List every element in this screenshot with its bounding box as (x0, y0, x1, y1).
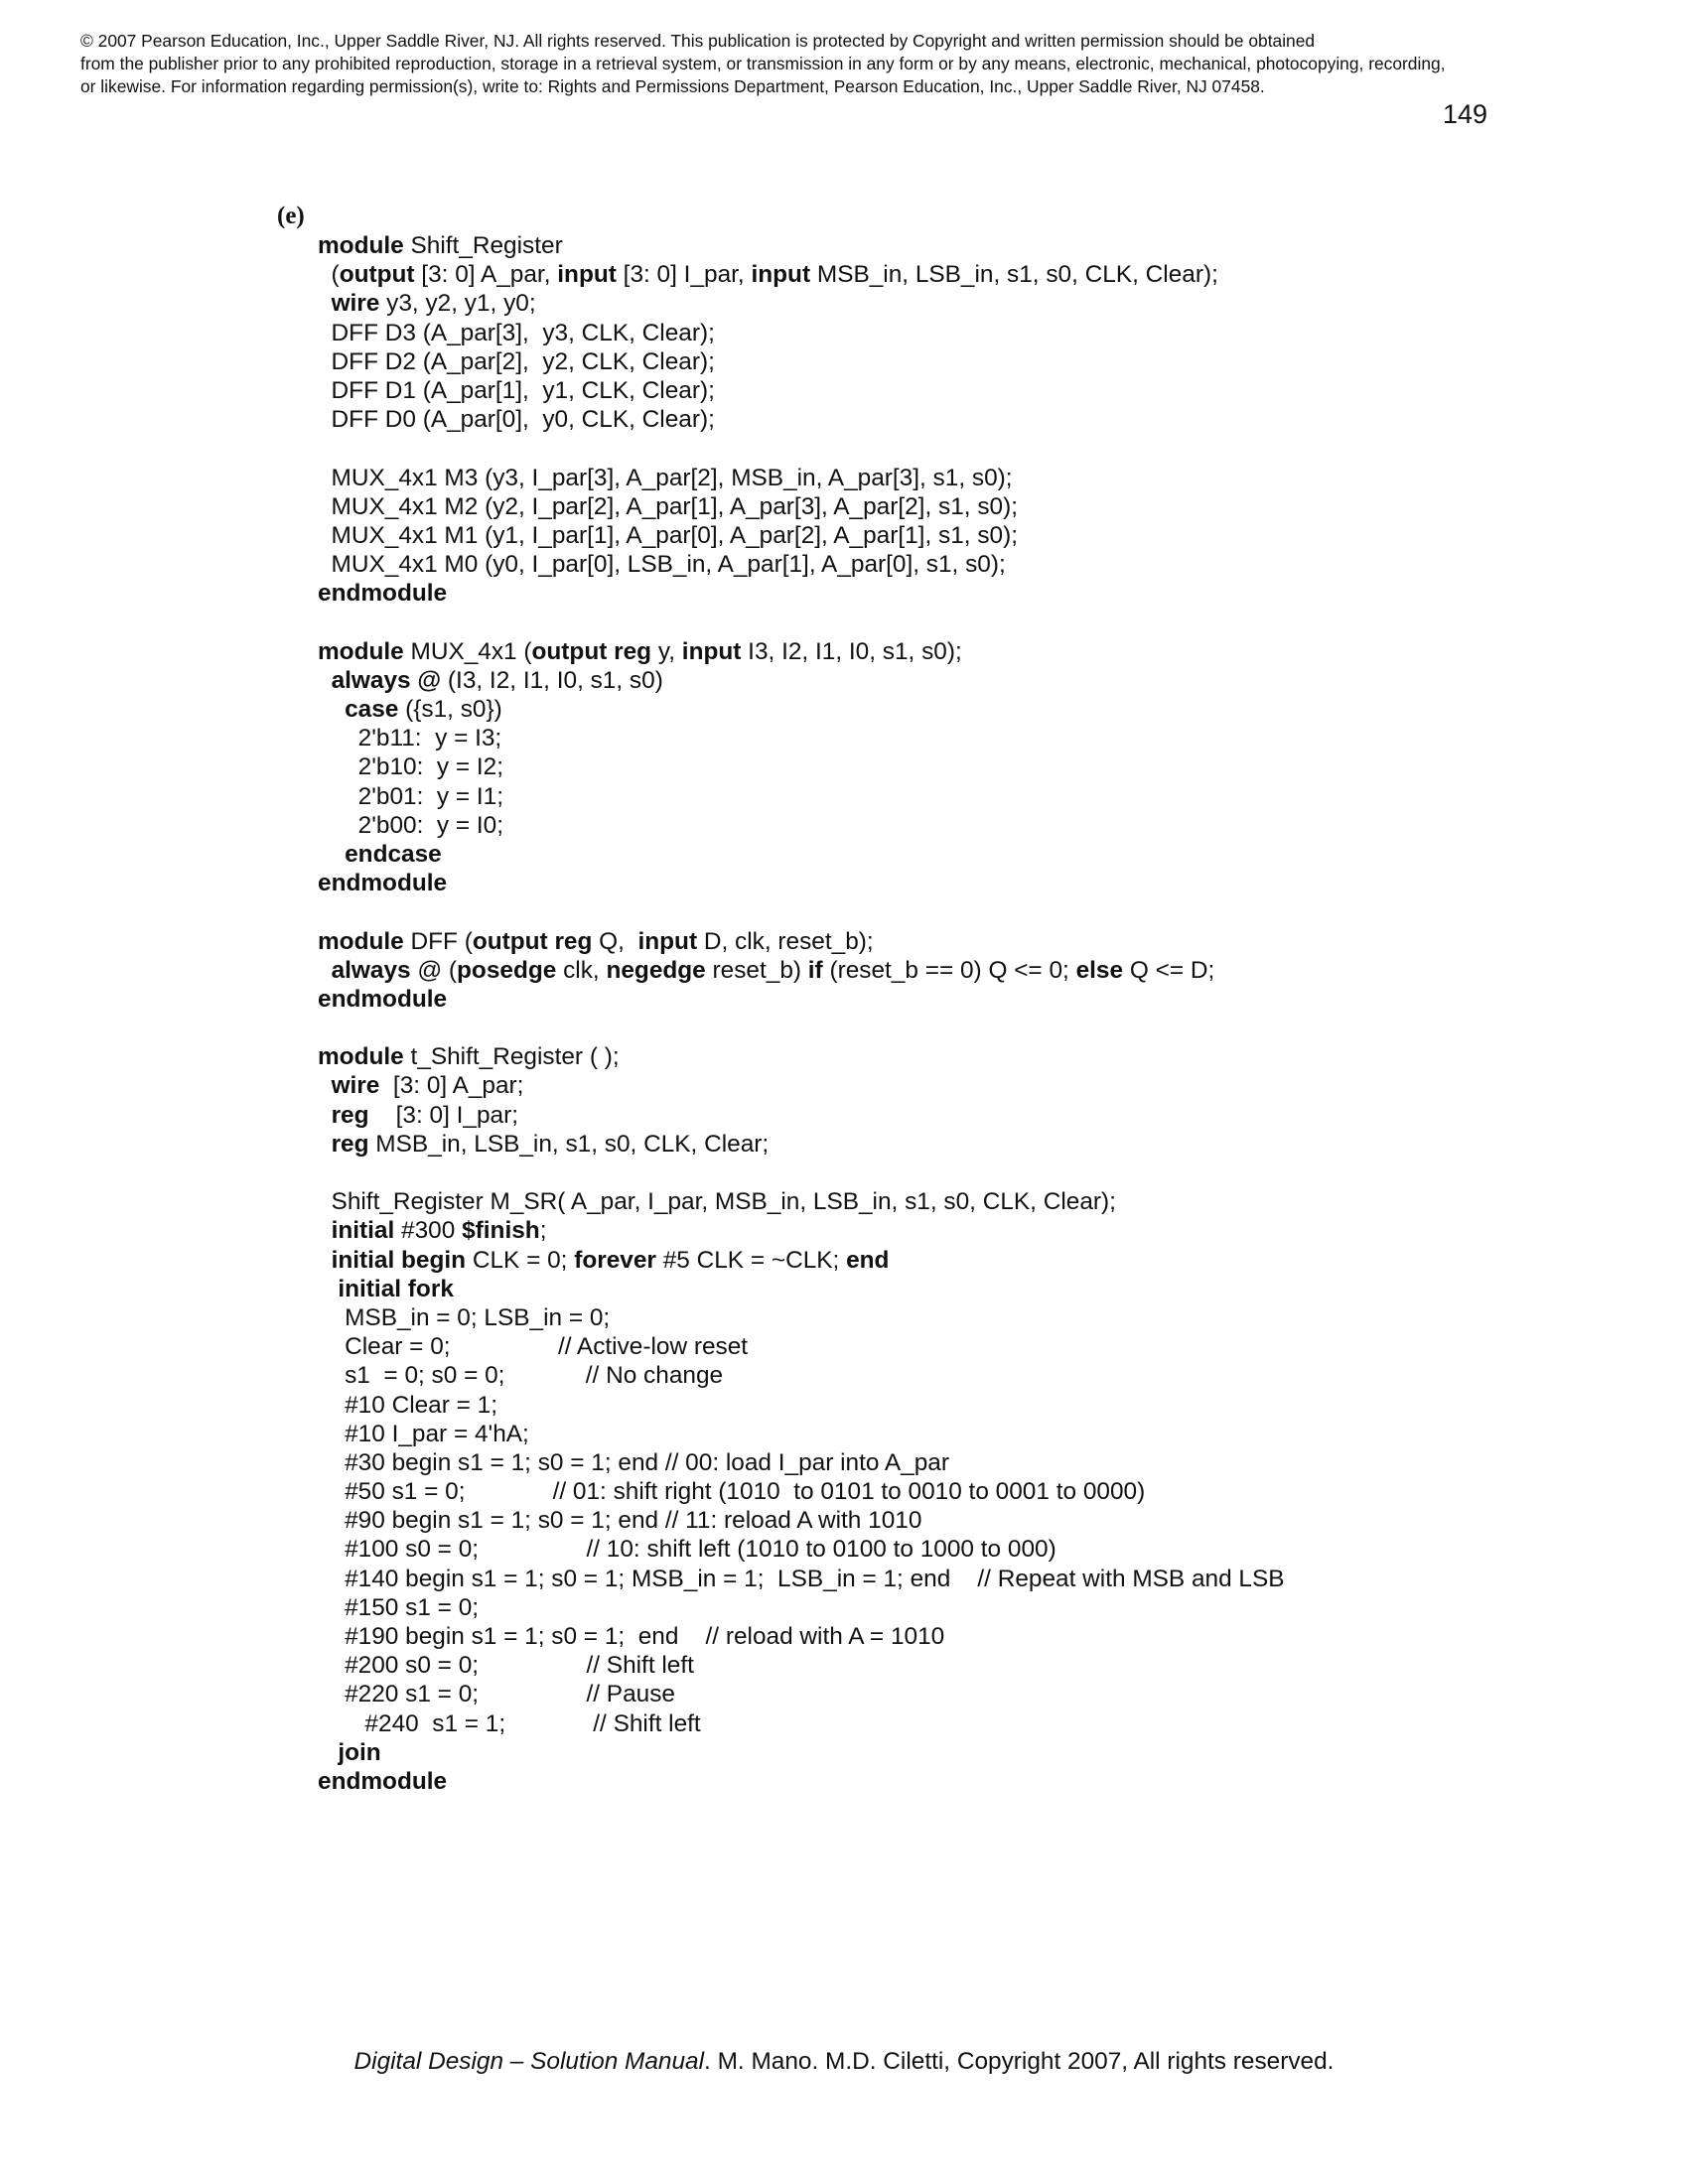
code-text: 2'b11: y = I3; (318, 725, 502, 752)
part-label: (e) (277, 203, 305, 229)
code-text: ({s1, s0}) (398, 696, 502, 723)
code-text: #30 begin s1 = 1; s0 = 1; end // 00: load I_par into A_par (318, 1448, 949, 1476)
code-line (318, 724, 1648, 752)
code-line (318, 1767, 1648, 1796)
code-line (318, 1651, 1648, 1680)
code-text (318, 1247, 332, 1274)
code-text: #150 s1 = 0; (318, 1593, 480, 1621)
code-line (318, 1448, 1648, 1477)
code-keyword: always (331, 956, 411, 984)
code-line (318, 1332, 1648, 1361)
code-text: y3, y2, y1, y0; (379, 290, 536, 318)
code-line (318, 1738, 1648, 1767)
code-line (318, 1593, 1648, 1622)
code-keyword: wire (331, 290, 380, 318)
copyright-line: from the publisher prior to any prohibited reproduction, storage in a retrieval system, or transmission in any form or by any means, electronic, mechanical, photocopying, recording, (80, 54, 1446, 73)
blank-code-line (318, 608, 1648, 636)
book-title: Digital Design – Solution Manual (353, 2048, 705, 2075)
code-line (318, 579, 1648, 608)
code-keyword: input (681, 637, 742, 665)
copyright-line: or likewise. For information regarding permission(s), write to: Rights and Permissions Department, Pearson Education, Inc., Upper Saddle River, NJ 07458. (80, 76, 1265, 96)
code-text: MUX_4x1 M3 (y3, I_par[3], A_par[2], MSB_in, A_par[3], s1, s0); (318, 464, 1013, 491)
code-line (318, 1216, 1648, 1245)
code-text: @ ( (410, 956, 458, 984)
blank-code-line (318, 1014, 1648, 1042)
code-keyword: if (807, 956, 823, 984)
code-text: ; (539, 1217, 547, 1245)
code-keyword: case (345, 696, 399, 723)
code-keyword: endmodule (318, 985, 448, 1013)
code-line (318, 1420, 1648, 1448)
code-text: 2'b00: y = I0; (318, 811, 504, 839)
code-text: #300 (394, 1217, 463, 1245)
code-line (318, 550, 1648, 579)
code-text (318, 290, 332, 317)
code-line (318, 1565, 1648, 1593)
code-text: MUX_4x1 ( (403, 637, 532, 665)
code-text: [3: 0] I_par; (368, 1101, 519, 1129)
code-line (318, 289, 1648, 318)
code-line (318, 869, 1648, 897)
code-text: DFF D0 (A_par[0], y0, CLK, Clear); (318, 406, 715, 434)
code-keyword: initial (331, 1217, 395, 1245)
blank-code-line (318, 434, 1648, 463)
code-text: CLK = 0; (466, 1246, 575, 1274)
code-keyword: posedge (457, 956, 557, 984)
code-text: I3, I2, I1, I0, s1, s0); (741, 637, 962, 665)
copyright-line: © 2007 Pearson Education, Inc., Upper Saddle River, NJ. All rights reserved. This publication is protected by Copyright and written permission should be obtained (80, 31, 1316, 51)
code-keyword: join (338, 1738, 381, 1766)
code-line (318, 1709, 1648, 1738)
code-text: #100 s0 = 0; // 10: shift left (1010 to 0100 to 1000 to 000) (318, 1536, 1056, 1564)
code-text: #220 s1 = 0; // Pause (318, 1681, 675, 1708)
blank-code-line (318, 897, 1648, 926)
code-keyword: negedge (606, 956, 706, 984)
code-line (318, 985, 1648, 1014)
code-text (318, 1739, 338, 1766)
code-text: MSB_in, LSB_in, s1, s0, CLK, Clear); (810, 261, 1218, 289)
code-keyword: output reg (531, 637, 652, 665)
code-text: Shift_Register (403, 232, 563, 259)
code-line (318, 1303, 1648, 1332)
code-line (318, 231, 1648, 260)
code-text: t_Shift_Register ( ); (403, 1043, 620, 1071)
code-line (318, 492, 1648, 521)
page-footer (0, 2048, 1688, 2076)
code-line (318, 637, 1648, 666)
code-text: MUX_4x1 M2 (y2, I_par[2], A_par[1], A_par[3], A_par[2], s1, s0); (318, 492, 1018, 520)
code-text (318, 1217, 332, 1244)
code-line (318, 840, 1648, 869)
code-text: (reset_b == 0) Q <= 0; (822, 956, 1076, 984)
code-text (318, 841, 345, 868)
code-text (318, 1072, 332, 1099)
code-text (318, 667, 332, 694)
code-text: #140 begin s1 = 1; s0 = 1; MSB_in = 1; LSB_in = 1; end // Repeat with MSB and LSB (318, 1565, 1285, 1592)
code-text: #190 begin s1 = 1; s0 = 1; end // reload with A = 1010 (318, 1623, 945, 1650)
code-line (318, 1071, 1648, 1100)
code-line (318, 1680, 1648, 1708)
code-text: MSB_in, LSB_in, s1, s0, CLK, Clear; (368, 1130, 770, 1158)
code-text: [3: 0] A_par, (414, 261, 558, 289)
code-text: D, clk, reset_b); (697, 927, 874, 955)
code-line (318, 405, 1648, 434)
code-text: #200 s0 = 0; // Shift left (318, 1652, 694, 1680)
code-keyword: endmodule (318, 580, 448, 608)
code-keyword: module (318, 637, 404, 665)
code-line (318, 927, 1648, 956)
code-keyword: forever (574, 1246, 656, 1274)
page-number: 149 (1443, 99, 1488, 129)
code-keyword: input (751, 261, 811, 289)
code-text: Q <= D; (1123, 956, 1215, 984)
code-line (318, 1477, 1648, 1506)
code-text: #5 CLK = ~CLK; (655, 1246, 847, 1274)
code-keyword: endcase (345, 840, 442, 868)
code-keyword: end (846, 1246, 890, 1274)
code-text: DFF D2 (A_par[2], y2, CLK, Clear); (318, 347, 715, 375)
code-text: DFF ( (403, 927, 473, 955)
code-text: Q, (592, 927, 638, 955)
code-keyword: input (557, 261, 617, 289)
code-keyword: output (339, 261, 415, 289)
code-line (318, 1101, 1648, 1130)
code-text: DFF D3 (A_par[3], y3, CLK, Clear); (318, 319, 715, 346)
code-line (318, 1361, 1648, 1390)
code-keyword: initial fork (338, 1275, 454, 1302)
code-text (318, 1276, 338, 1302)
code-text: Shift_Register M_SR( A_par, I_par, MSB_in, LSB_in, s1, s0, CLK, Clear); (318, 1188, 1116, 1216)
code-text: MUX_4x1 M0 (y0, I_par[0], LSB_in, A_par[1], A_par[0], s1, s0); (318, 551, 1006, 579)
code-keyword: reg (331, 1101, 369, 1129)
code-line (318, 1506, 1648, 1535)
code-line (318, 319, 1648, 347)
code-keyword: wire (331, 1072, 380, 1100)
code-text: Clear = 0; // Active-low reset (318, 1333, 749, 1361)
code-text (318, 957, 332, 984)
copyright-notice (80, 30, 1629, 98)
code-line (318, 464, 1648, 492)
code-keyword: else (1075, 956, 1124, 984)
code-text (318, 1131, 332, 1158)
code-keyword: output reg (472, 927, 593, 955)
code-text: ( (318, 261, 340, 289)
code-keyword: initial begin (331, 1246, 467, 1274)
code-text: #240 s1 = 1; // Shift left (318, 1709, 701, 1737)
code-text: #50 s1 = 0; // 01: shift right (1010 to 0101 to 0010 to 0001 to 0000) (318, 1478, 1146, 1506)
code-line (318, 956, 1648, 985)
code-keyword: module (318, 232, 404, 259)
code-text: (I3, I2, I1, I0, s1, s0) (441, 666, 663, 694)
code-line (318, 1275, 1648, 1303)
code-text: 2'b01: y = I1; (318, 782, 504, 810)
code-line (318, 376, 1648, 405)
code-text: #10 I_par = 4'hA; (318, 1420, 529, 1447)
code-line (318, 782, 1648, 811)
code-text: #90 begin s1 = 1; s0 = 1; end // 11: reload A with 1010 (318, 1507, 922, 1535)
code-text: MUX_4x1 M1 (y1, I_par[1], A_par[0], A_par[2], A_par[1], s1, s0); (318, 521, 1018, 549)
code-keyword: reg (331, 1130, 369, 1158)
code-line (318, 1391, 1648, 1420)
code-keyword: endmodule (318, 870, 448, 897)
code-text (318, 1102, 332, 1129)
code-line (318, 666, 1648, 695)
code-line (318, 752, 1648, 781)
code-keyword: $finish (462, 1217, 540, 1245)
code-line (318, 695, 1648, 724)
code-line (318, 1187, 1648, 1216)
code-keyword: module (318, 1043, 404, 1071)
code-line (318, 1042, 1648, 1071)
code-text: reset_b) (705, 956, 808, 984)
code-text: y, (651, 637, 682, 665)
blank-code-line (318, 1159, 1648, 1187)
code-text: s1 = 0; s0 = 0; // No change (318, 1362, 724, 1390)
code-keyword: endmodule (318, 1767, 448, 1795)
code-line (318, 521, 1648, 550)
code-line (318, 1535, 1648, 1564)
code-line (318, 260, 1648, 289)
code-text: DFF D1 (A_par[1], y1, CLK, Clear); (318, 376, 715, 404)
code-text: 2'b10: y = I2; (318, 753, 504, 781)
code-text (318, 696, 345, 723)
code-text: MSB_in = 0; LSB_in = 0; (318, 1303, 611, 1331)
code-keyword: module (318, 927, 404, 955)
code-line (318, 1622, 1648, 1651)
code-line (318, 811, 1648, 840)
code-line (318, 347, 1648, 376)
code-text: #10 Clear = 1; (318, 1391, 498, 1419)
verilog-code-listing (318, 231, 1648, 1796)
code-line (318, 1246, 1648, 1275)
code-line (318, 1130, 1648, 1159)
code-keyword: always @ (331, 666, 442, 694)
code-text: clk, (556, 956, 607, 984)
code-text: [3: 0] A_par; (379, 1072, 524, 1100)
code-keyword: input (637, 927, 698, 955)
footer-credits: . M. Mano. M.D. Ciletti, Copyright 2007, All rights reserved. (704, 2048, 1335, 2075)
code-text: [3: 0] I_par, (616, 261, 752, 289)
